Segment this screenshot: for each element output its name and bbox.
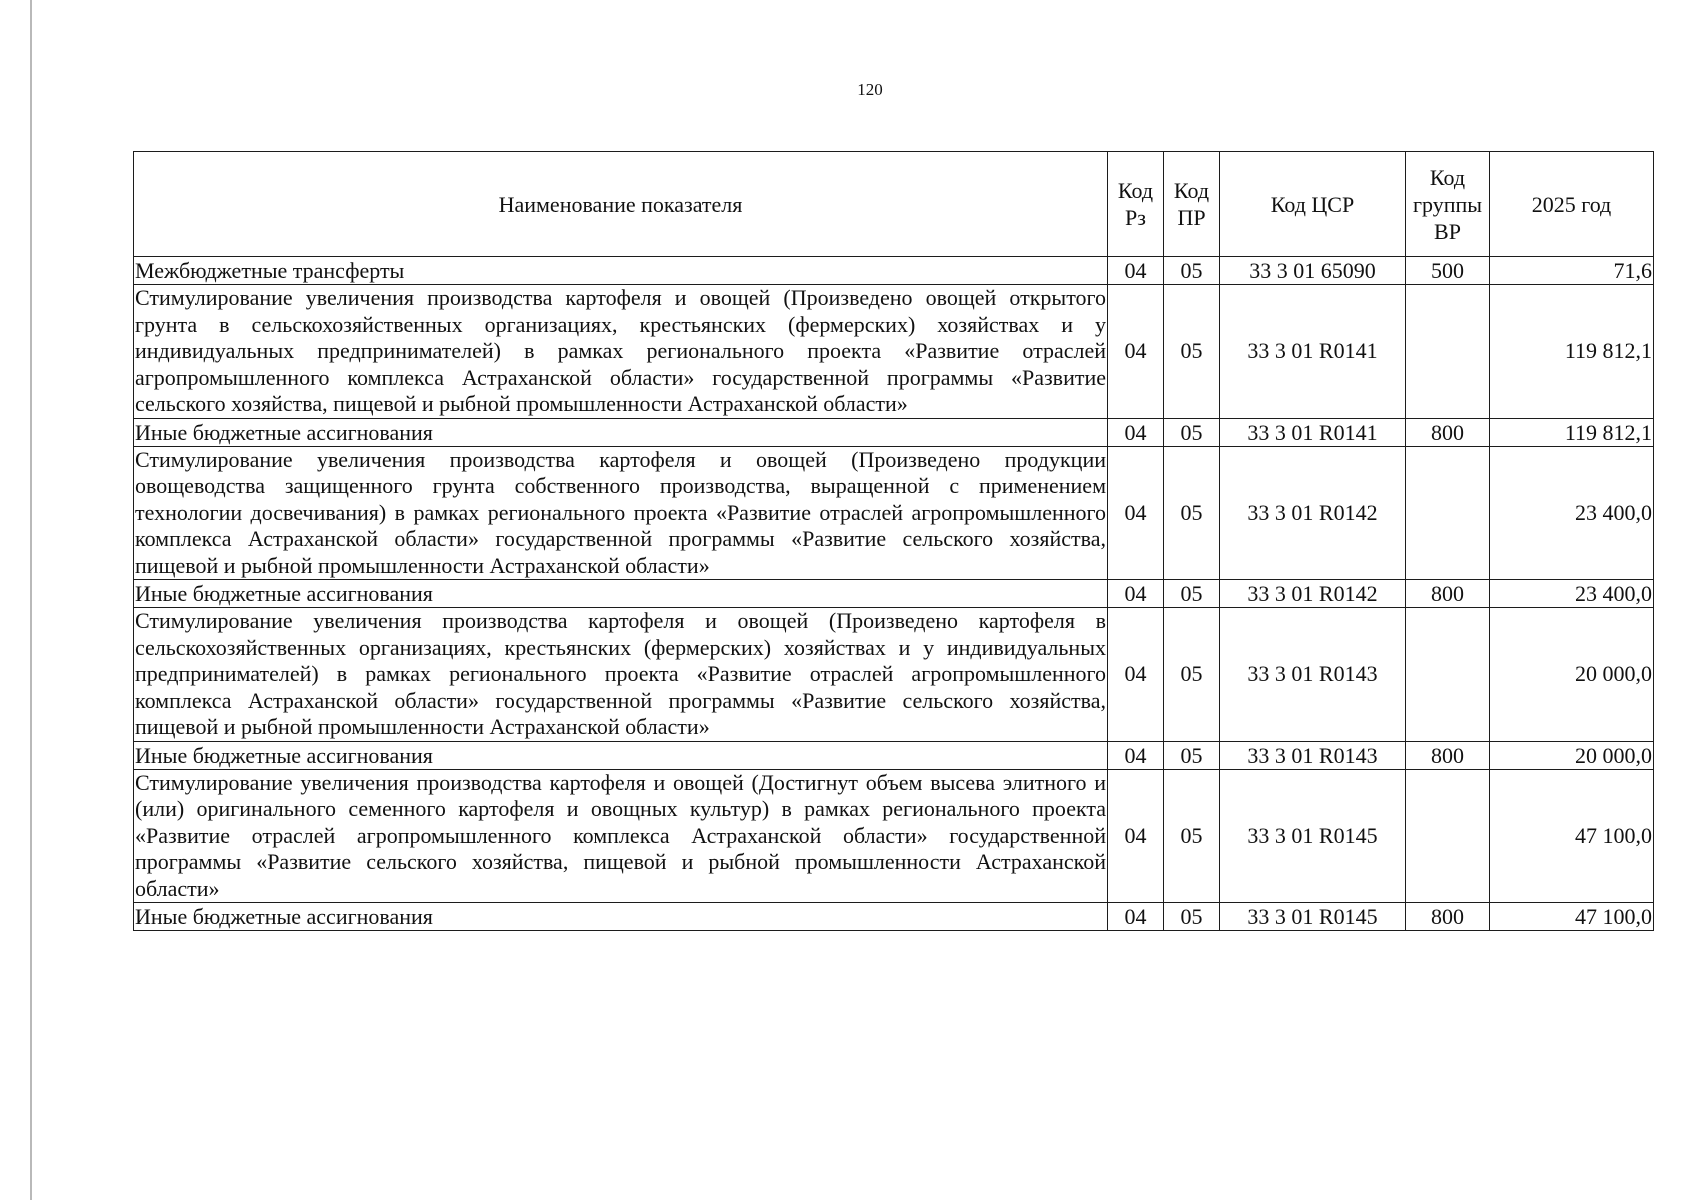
- row-csr: 33 3 01 65090: [1220, 257, 1406, 285]
- header-vr: Код группы ВР: [1406, 152, 1490, 257]
- row-vr: [1406, 769, 1490, 903]
- header-name: Наименование показателя: [134, 152, 1108, 257]
- row-amount: 20 000,0: [1490, 608, 1654, 742]
- table-row: [134, 903, 1654, 931]
- row-vr: [1406, 446, 1490, 580]
- table-row: [134, 257, 1654, 285]
- table-row: [134, 580, 1654, 608]
- table-header-row: [134, 152, 1654, 257]
- row-rz: 04: [1108, 580, 1164, 608]
- row-amount: 71,6: [1490, 257, 1654, 285]
- row-name: Стимулирование увеличения производства картофеля и овощей (Произведено овощей открытого грунта в сельскохозяйственных организациях, крестьянских (фермерских) хозяйствах и у индивидуальных предпринимателей) в рамках регионального проекта «Развитие отраслей агропромышленного комплекса Астраханской области» государственной программы «Развитие сельского хозяйства, пищевой и рыбной промышленности Астраханской области»: [135, 285, 1106, 416]
- row-pr: 05: [1164, 769, 1220, 903]
- row-name: Стимулирование увеличения производства картофеля и овощей (Достигнут объем высева элитного и (или) оригинального семенного картофеля и овощных культур) в рамках регионального проекта «Развитие отраслей агропромышленного комплекса Астраханской области» государственной программы «Развитие сельского хозяйства, пищевой и рыбной промышленности Астраханской области»: [135, 769, 1106, 901]
- row-rz: 04: [1108, 418, 1164, 446]
- row-rz: 04: [1108, 285, 1164, 419]
- row-csr: 33 3 01 R0141: [1220, 285, 1406, 419]
- row-amount: 23 400,0: [1490, 446, 1654, 580]
- row-csr: 33 3 01 R0143: [1220, 608, 1406, 742]
- table-row: [134, 418, 1654, 446]
- budget-table: [133, 151, 1654, 931]
- row-name: Стимулирование увеличения производства картофеля и овощей (Произведено продукции овощеводства защищенного грунта собственного производства, выращенной с применением технологии досвечивания) в рамках регионального проекта «Развитие отраслей агропромышленного комплекса Астраханской области» государственной программы «Развитие сельского хозяйства, пищевой и рыбной промышленности Астраханской области»: [135, 446, 1106, 578]
- row-csr: 33 3 01 R0142: [1220, 580, 1406, 608]
- row-pr: 05: [1164, 608, 1220, 742]
- row-csr: 33 3 01 R0142: [1220, 446, 1406, 580]
- row-amount: 47 100,0: [1490, 903, 1654, 931]
- row-rz: 04: [1108, 769, 1164, 903]
- row-vr: 500: [1406, 257, 1490, 285]
- row-csr: 33 3 01 R0143: [1220, 741, 1406, 769]
- row-rz: 04: [1108, 608, 1164, 742]
- row-csr: 33 3 01 R0145: [1220, 903, 1406, 931]
- row-amount: 47 100,0: [1490, 769, 1654, 903]
- row-rz: 04: [1108, 446, 1164, 580]
- row-vr: 800: [1406, 741, 1490, 769]
- row-pr: 05: [1164, 741, 1220, 769]
- table-row: [134, 608, 1654, 742]
- row-name: Стимулирование увеличения производства картофеля и овощей (Произведено картофеля в сельскохозяйственных организациях, крестьянских (фермерских) хозяйствах и у индивидуальных предпринимателей) в рамках регионального проекта «Развитие отраслей агропромышленного комплекса Астраханской области» государственной программы «Развитие сельского хозяйства, пищевой и рыбной промышленности Астраханской области»: [135, 608, 1106, 739]
- table-row: [134, 285, 1654, 419]
- row-pr: 05: [1164, 446, 1220, 580]
- row-pr: 05: [1164, 903, 1220, 931]
- row-name: Иные бюджетные ассигнования: [134, 580, 1108, 608]
- row-vr: 800: [1406, 903, 1490, 931]
- row-pr: 05: [1164, 418, 1220, 446]
- table-row: [134, 769, 1654, 903]
- row-csr: 33 3 01 R0141: [1220, 418, 1406, 446]
- row-rz: 04: [1108, 741, 1164, 769]
- row-amount: 20 000,0: [1490, 741, 1654, 769]
- row-amount: 23 400,0: [1490, 580, 1654, 608]
- row-name: Иные бюджетные ассигнования: [134, 903, 1108, 931]
- page-number: 120: [857, 80, 883, 99]
- header-csr: Код ЦСР: [1220, 152, 1406, 257]
- row-pr: 05: [1164, 285, 1220, 419]
- row-name: Межбюджетные трансферты: [134, 257, 1108, 285]
- header-year: 2025 год: [1490, 152, 1654, 257]
- row-amount: 119 812,1: [1490, 418, 1654, 446]
- row-vr: 800: [1406, 418, 1490, 446]
- scan-edge-line: [30, 0, 32, 1200]
- row-vr: [1406, 285, 1490, 419]
- row-csr: 33 3 01 R0145: [1220, 769, 1406, 903]
- row-vr: 800: [1406, 580, 1490, 608]
- row-rz: 04: [1108, 257, 1164, 285]
- row-vr: [1406, 608, 1490, 742]
- table-row: [134, 741, 1654, 769]
- header-rz: Код Рз: [1108, 152, 1164, 257]
- row-name: Иные бюджетные ассигнования: [134, 418, 1108, 446]
- row-pr: 05: [1164, 580, 1220, 608]
- row-rz: 04: [1108, 903, 1164, 931]
- header-pr: Код ПР: [1164, 152, 1220, 257]
- table-row: [134, 446, 1654, 580]
- row-amount: 119 812,1: [1490, 285, 1654, 419]
- row-name: Иные бюджетные ассигнования: [134, 741, 1108, 769]
- row-pr: 05: [1164, 257, 1220, 285]
